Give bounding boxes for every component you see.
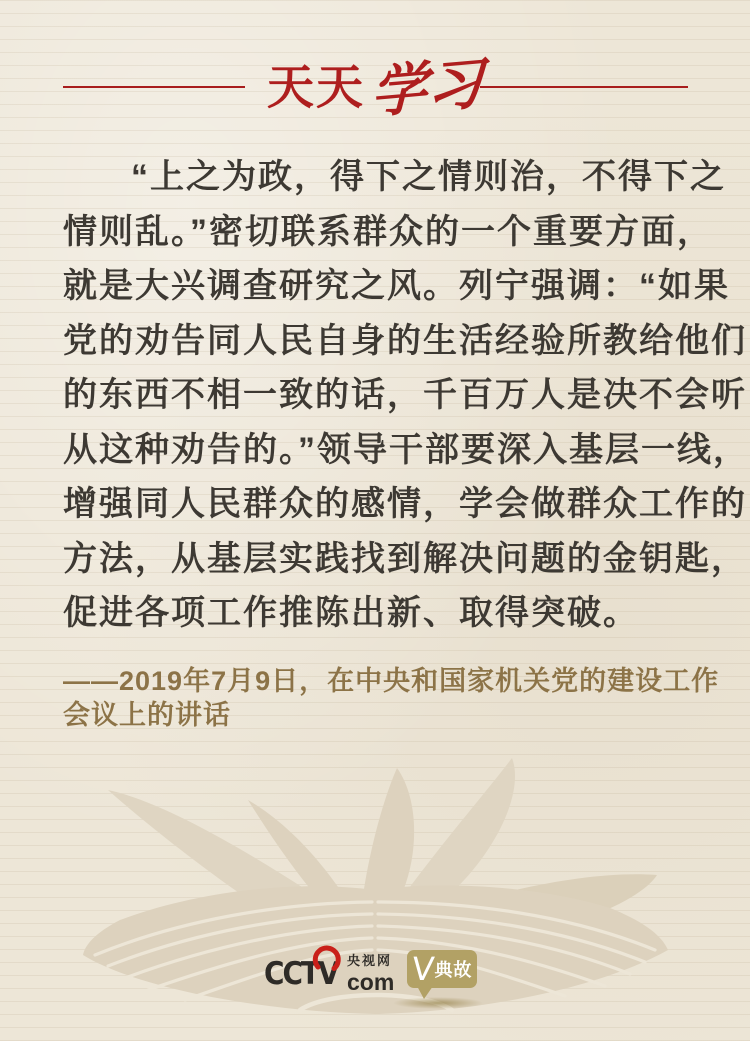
cctv-com-label: com bbox=[347, 969, 395, 995]
cctv-logo bbox=[264, 944, 396, 996]
page-title-serif: 天天 bbox=[267, 60, 365, 116]
quote-line: 就是大兴调查研究之风。列宁强调：“如果 bbox=[63, 267, 730, 305]
quote-line: 增强同人民群众的感情，学会做群众工作的 bbox=[63, 485, 747, 523]
quote-line: “上之为政，得下之情则治，不得下之 bbox=[131, 158, 726, 196]
page-title-script: 学习 bbox=[370, 49, 484, 127]
cctv-cn-label: 央视网 bbox=[347, 953, 393, 968]
cctv-letters: CCTV bbox=[264, 956, 338, 992]
quote-line: 情则乱。”密切联系群众的一个重要方面， bbox=[63, 212, 713, 251]
quote-line: 从这种劝告的。”领导干部要深入基层一线， bbox=[63, 430, 749, 469]
v-badge-letter: V bbox=[409, 950, 436, 988]
attribution bbox=[63, 664, 720, 732]
v-badge-tail bbox=[417, 986, 433, 999]
quote-line: 党的劝告同人民自身的生活经验所教给他们 bbox=[63, 321, 747, 360]
quote-line: 方法，从基层实践找到解决问题的金钥匙， bbox=[63, 539, 747, 578]
ink-smudge bbox=[393, 997, 483, 1009]
quote-text bbox=[63, 150, 749, 641]
cctv-swoosh-icon bbox=[312, 944, 344, 974]
cctv-wordmark bbox=[347, 950, 394, 996]
quote-line: 的东西不相一致的话，千百万人是决不会听 bbox=[63, 376, 747, 414]
page-title bbox=[0, 44, 750, 127]
attribution-line: ——2019年7月9日，在中央和国家机关党的建设工作 bbox=[63, 666, 720, 696]
v-diangu-badge bbox=[407, 950, 477, 988]
attribution-line: 会议上的讲话 bbox=[63, 700, 231, 730]
v-badge-label: 典故 bbox=[434, 960, 473, 980]
quote-line: 促进各项工作推陈出新、取得突破。 bbox=[63, 594, 639, 632]
